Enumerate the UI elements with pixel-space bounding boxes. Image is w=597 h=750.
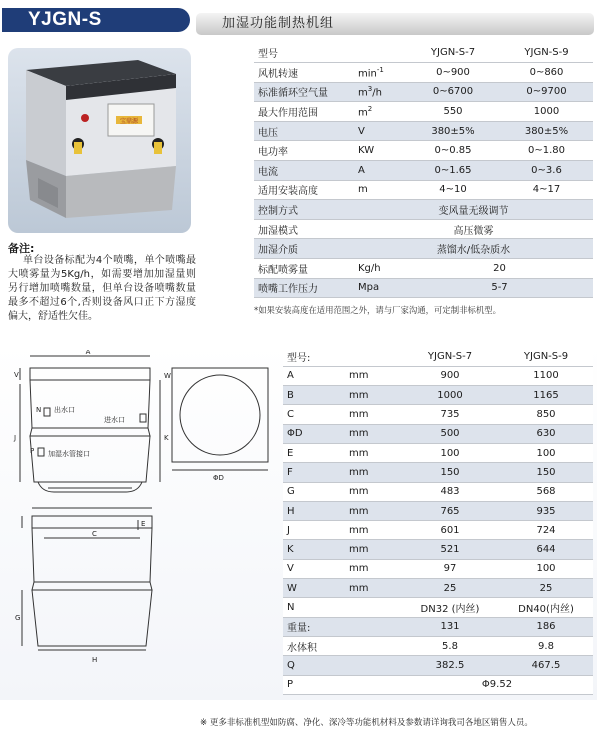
- spec-header-row: [254, 43, 593, 63]
- spec-merged-value: 高压微雾: [354, 219, 593, 239]
- spec-label: 控制方式: [254, 200, 354, 220]
- spec-value-model-7: 0~1.65: [406, 161, 500, 181]
- spec-label: 标配喷雾量: [254, 259, 354, 279]
- dimension-value-model-9: 630: [499, 424, 593, 443]
- spec-label: 加湿模式: [254, 219, 354, 239]
- dimension-unit: mm: [345, 386, 401, 405]
- dimension-value-model-9: 9.8: [499, 636, 593, 655]
- dimension-label: J: [283, 521, 345, 540]
- spec-value-model-9: 1000: [500, 102, 593, 122]
- dimension-value-model-9: 850: [499, 405, 593, 424]
- spec-label: 喷嘴工作压力: [254, 278, 354, 298]
- dimension-value-model-9: 186: [499, 617, 593, 636]
- dimension-value-model-9: 568: [499, 482, 593, 501]
- dimension-unit: [345, 617, 401, 636]
- spec-value-model-9: 0~1.80: [500, 141, 593, 161]
- spec-value-model-7: 0~6700: [406, 82, 500, 102]
- dimension-unit: mm: [345, 521, 401, 540]
- spec-value-model-9: 0~9700: [500, 82, 593, 102]
- spec-unit: Kg/h: [354, 259, 406, 279]
- spec-value-model-7: 380±5%: [406, 121, 500, 141]
- spec-row: [254, 161, 593, 181]
- dimension-value-model-7: 5.8: [401, 636, 499, 655]
- dimension-value-model-7: DN32 (内丝): [401, 598, 499, 617]
- dimension-value-model-7: 97: [401, 559, 499, 578]
- spec-row: [254, 121, 593, 141]
- spec-value-model-9: 0~3.6: [500, 161, 593, 181]
- spec-header-model-7: YJGN-S-7: [406, 43, 500, 63]
- dim-label-p: P: [30, 447, 35, 455]
- dimension-value-model-7: 100: [401, 443, 499, 462]
- dim-label-v: V: [14, 371, 19, 379]
- spec-row: [254, 278, 593, 298]
- dimension-value-model-9: 644: [499, 540, 593, 559]
- dimension-value-model-9: 100: [499, 443, 593, 462]
- dimension-label: P: [283, 675, 345, 694]
- dim-label-e: E: [141, 520, 146, 528]
- spec-row: [254, 219, 593, 239]
- spec-header-model-9: YJGN-S-9: [500, 43, 593, 63]
- dim-label-j: J: [14, 434, 17, 442]
- dimension-table: [283, 347, 593, 695]
- spec-value-model-9: 0~860: [500, 63, 593, 83]
- dimension-label: ΦD: [283, 424, 345, 443]
- dimension-value-model-9: 150: [499, 463, 593, 482]
- section-title: 加湿功能制热机组: [196, 13, 594, 35]
- spec-row: [254, 102, 593, 122]
- dimension-unit: mm: [345, 405, 401, 424]
- dimension-row: [283, 636, 593, 655]
- dimension-label: N: [283, 598, 345, 617]
- spec-header-label: 型号: [254, 43, 354, 63]
- humidifier-port-label: 加湿水管接口: [48, 450, 90, 458]
- dimension-unit: [345, 656, 401, 675]
- dimension-row: [283, 579, 593, 598]
- dimension-label: F: [283, 463, 345, 482]
- dimension-row: [283, 386, 593, 405]
- dimension-value-model-7: 735: [401, 405, 499, 424]
- spec-value-model-7: 4~10: [406, 180, 500, 200]
- dimension-header-model-7: YJGN-S-7: [401, 347, 499, 366]
- dimension-label: 水体积: [283, 636, 345, 655]
- dimension-label: G: [283, 482, 345, 501]
- dimension-value-model-9: 1100: [499, 366, 593, 385]
- spec-unit: m: [354, 180, 406, 200]
- spec-unit: $m^2$: [354, 102, 406, 122]
- dimension-row: [283, 424, 593, 443]
- dimension-value-model-7: 483: [401, 482, 499, 501]
- spec-value-model-9: 380±5%: [500, 121, 593, 141]
- note-heading: 备注:: [8, 242, 35, 255]
- dimension-label: 重量:: [283, 617, 345, 636]
- spec-label: 最大作用范围: [254, 102, 354, 122]
- unit-sign-text: 宝鼎源: [119, 118, 139, 125]
- dimension-value-model-9: DN40(内丝): [499, 598, 593, 617]
- spec-row: [254, 180, 593, 200]
- spec-merged-value: 20: [406, 259, 593, 279]
- inlet-label: 进水口: [104, 416, 125, 424]
- spec-unit: $\min^{-1}$: [354, 63, 406, 83]
- dimension-row: [283, 559, 593, 578]
- spec-unit: A: [354, 161, 406, 181]
- dimension-label: V: [283, 559, 345, 578]
- dimension-row: [283, 540, 593, 559]
- spec-value-model-7: 550: [406, 102, 500, 122]
- dimension-label: Q: [283, 656, 345, 675]
- dimension-row: [283, 501, 593, 520]
- dimension-value-model-7: 150: [401, 463, 499, 482]
- dimension-value-model-7: 1000: [401, 386, 499, 405]
- spec-footnote: *如果安装高度在适用范围之外，请与厂家沟通，可定制非标机型。: [254, 305, 502, 315]
- spec-merged-value: 变风量无级调节: [354, 200, 593, 220]
- dim-label-a: A: [85, 350, 91, 356]
- dimension-unit: mm: [345, 540, 401, 559]
- dimension-unit: mm: [345, 482, 401, 501]
- dimension-unit: [345, 598, 401, 617]
- dimension-row: [283, 405, 593, 424]
- spec-label: 电流: [254, 161, 354, 181]
- note-text: 单台设备标配为4个喷嘴，单个喷嘴最大喷雾量为5Kg/h，如需要增加加湿量则另行增加喷嘴数量，但单台设备喷嘴数量最多不超过6个,否则设备风口正下方湿度偏大，舒适性欠佳。: [8, 255, 196, 322]
- outlet-label: 出水口: [54, 406, 75, 414]
- dimension-merged-value: Φ9.52: [401, 675, 593, 694]
- dimension-header-label: 型号:: [283, 347, 345, 366]
- dim-label-g: G: [15, 614, 21, 622]
- spec-merged-value: 蒸馏水/低杂质水: [354, 239, 593, 259]
- dim-label-n: N: [36, 406, 42, 414]
- dimension-label: B: [283, 386, 345, 405]
- dimension-label: K: [283, 540, 345, 559]
- spec-value-model-7: 0~0.85: [406, 141, 500, 161]
- dimension-label: E: [283, 443, 345, 462]
- dimension-row: [283, 521, 593, 540]
- dimension-row: [283, 598, 593, 617]
- dimension-row: [283, 443, 593, 462]
- dimension-diagram: [8, 350, 276, 694]
- product-photo: [8, 48, 191, 233]
- dimension-unit: mm: [345, 559, 401, 578]
- dimension-value-model-7: 131: [401, 617, 499, 636]
- dimension-value-model-7: 765: [401, 501, 499, 520]
- dimension-unit: mm: [345, 424, 401, 443]
- dimension-value-model-9: 1165: [499, 386, 593, 405]
- dimension-unit: mm: [345, 579, 401, 598]
- dimension-row: [283, 656, 593, 675]
- spec-label: 加湿介质: [254, 239, 354, 259]
- dimension-row: [283, 463, 593, 482]
- dim-label-c: C: [92, 530, 97, 538]
- dimension-value-model-9: 100: [499, 559, 593, 578]
- dimension-value-model-7: 500: [401, 424, 499, 443]
- dimension-label: H: [283, 501, 345, 520]
- dim-label-w: W: [164, 372, 171, 380]
- dim-label-h: H: [92, 656, 98, 664]
- spec-row: [254, 200, 593, 220]
- dimension-label: C: [283, 405, 345, 424]
- dimension-unit: mm: [345, 501, 401, 520]
- spec-row: [254, 141, 593, 161]
- spec-merged-value: 5-7: [406, 278, 593, 298]
- dimension-row: [283, 617, 593, 636]
- dimension-label: W: [283, 579, 345, 598]
- spec-unit: KW: [354, 141, 406, 161]
- spec-row: [254, 239, 593, 259]
- dimension-value-model-7: 382.5: [401, 656, 499, 675]
- dimension-header-model-9: YJGN-S-9: [499, 347, 593, 366]
- dimension-unit: [345, 636, 401, 655]
- dimension-row: [283, 366, 593, 385]
- dimension-unit: mm: [345, 443, 401, 462]
- spec-header-unit: [354, 43, 406, 63]
- spec-row: [254, 63, 593, 83]
- spec-label: 标准循环空气量: [254, 82, 354, 102]
- dimension-label: A: [283, 366, 345, 385]
- dimension-header-row: [283, 347, 593, 366]
- dimension-value-model-9: 467.5: [499, 656, 593, 675]
- spec-row: [254, 259, 593, 279]
- spec-table: [254, 43, 593, 298]
- dimension-unit: mm: [345, 463, 401, 482]
- model-badge: YJGN-S: [2, 8, 190, 32]
- spec-label: 电功率: [254, 141, 354, 161]
- spec-row: [254, 82, 593, 102]
- spec-unit: V: [354, 121, 406, 141]
- dimension-unit: mm: [345, 366, 401, 385]
- bottom-note: ※ 更多非标准机型如防腐、净化、深冷等功能机材料及参数请详询我司各地区销售人员。: [200, 718, 533, 728]
- dimension-value-model-7: 900: [401, 366, 499, 385]
- spec-value-model-9: 4~17: [500, 180, 593, 200]
- air-heater-unit-illustration: [8, 48, 191, 233]
- spec-unit: $m^3/h$: [354, 82, 406, 102]
- spec-label: 适用安装高度: [254, 180, 354, 200]
- spec-label: 电压: [254, 121, 354, 141]
- dimension-row: [283, 482, 593, 501]
- dimension-value-model-9: 724: [499, 521, 593, 540]
- spec-unit: Mpa: [354, 278, 406, 298]
- dimension-row: [283, 675, 593, 694]
- dimension-value-model-7: 601: [401, 521, 499, 540]
- dimension-value-model-9: 25: [499, 579, 593, 598]
- spec-label: 风机转速: [254, 63, 354, 83]
- dimension-value-model-7: 25: [401, 579, 499, 598]
- dimension-value-model-7: 521: [401, 540, 499, 559]
- dim-label-phid: ΦD: [213, 474, 224, 482]
- dimension-value-model-9: 935: [499, 501, 593, 520]
- spec-value-model-7: 0~900: [406, 63, 500, 83]
- dim-label-k: K: [164, 434, 169, 442]
